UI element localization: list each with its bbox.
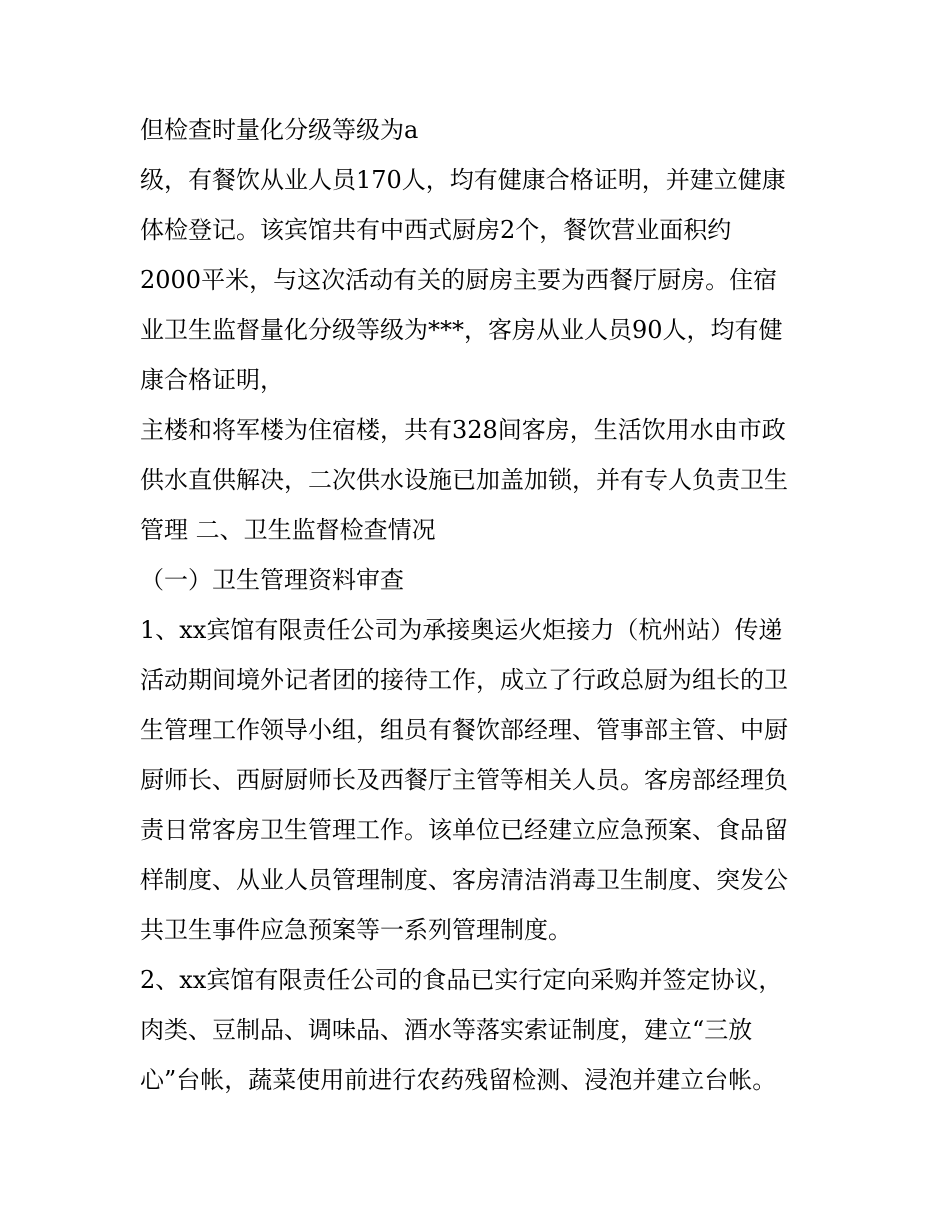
text-line: 主楼和将军楼为住宿楼，共有328间客房，生活饮用水由市政: [140, 416, 786, 444]
text-line: 供水直供解决，二次供水设施已加盖加锁，并有专人负责卫生: [140, 466, 788, 494]
text-line: 厨师长、西厨厨师长及西餐厅主管等相关人员。客房部经理负: [140, 766, 788, 794]
text-line: 生管理工作领导小组，组员有餐饮部经理、管事部主管、中厨: [140, 716, 788, 744]
text-line: 2、xx宾馆有限责任公司的食品已实行定向采购并签定协议，: [140, 966, 783, 994]
text-line: 级，有餐饮从业人员170人，均有健康合格证明，并建立健康: [140, 166, 786, 194]
text-line: 康合格证明，: [140, 366, 284, 394]
text-line: 业卫生监督量化分级等级为***，客房从业人员90人，均有健: [140, 316, 783, 344]
text-line: 活动期间境外记者团的接待工作，成立了行政总厨为组长的卫: [140, 666, 788, 694]
text-line: 2000平米，与这次活动有关的厨房主要为西餐厅厨房。住宿: [140, 266, 778, 294]
section-heading: （一）卫生管理资料审查: [140, 566, 404, 594]
text-line: 责日常客房卫生管理工作。该单位已经建立应急预案、食品留: [140, 816, 788, 844]
text-line: 肉类、豆制品、调味品、酒水等落实索证制度，建立“三放: [140, 1016, 753, 1044]
text-line: 体检登记。该宾馆共有中西式厨房2个，餐饮营业面积约: [140, 216, 732, 244]
text-line: 管理 二、卫生监督检查情况: [140, 516, 436, 544]
text-line: 样制度、从业人员管理制度、客房清洁消毒卫生制度、突发公: [140, 866, 788, 894]
text-line: 但检查时量化分级等级为a: [140, 116, 419, 144]
text-line: 1、xx宾馆有限责任公司为承接奥运火炬接力（杭州站）传递: [140, 616, 783, 644]
text-line: 心”台帐，蔬菜使用前进行农药残留检测、浸泡并建立台帐。: [140, 1066, 777, 1094]
text-line: 共卫生事件应急预案等一系列管理制度。: [140, 916, 572, 944]
